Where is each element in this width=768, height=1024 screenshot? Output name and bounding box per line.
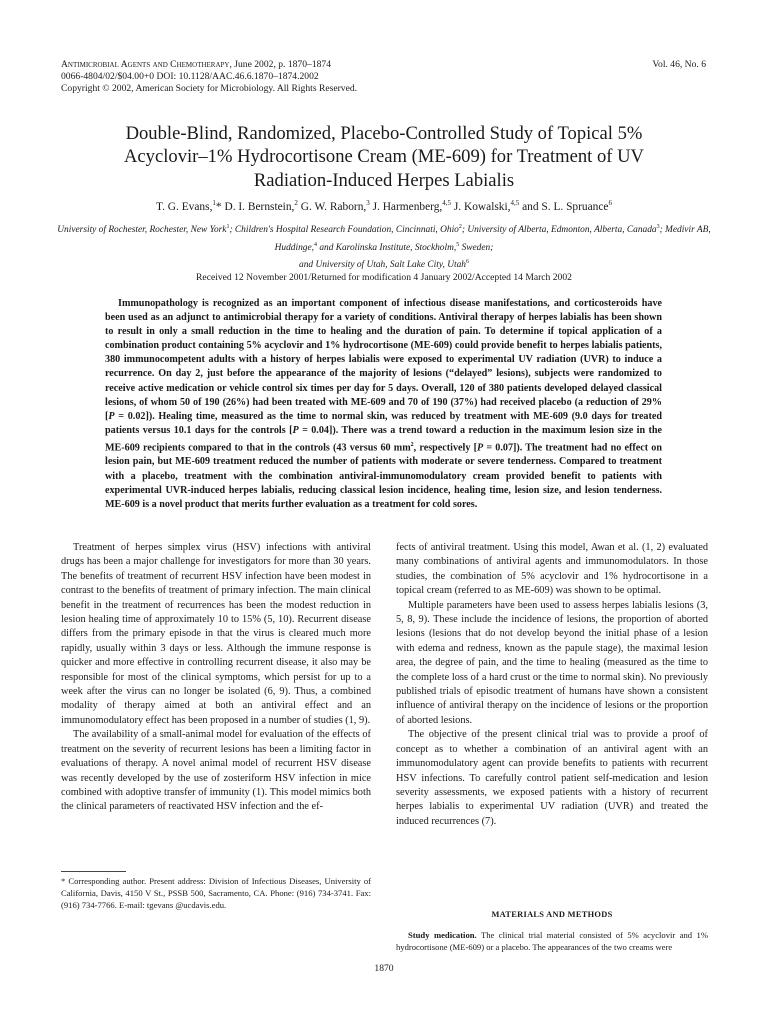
subsection-lead: Study medication.: [408, 930, 477, 940]
affiliation-text: ; Medivir AB, Huddinge,: [274, 225, 711, 253]
author-name: D. I. Bernstein,: [221, 200, 295, 213]
title-line: Double-Blind, Randomized, Placebo-Controlled Study of Topical 5%: [125, 123, 643, 144]
running-header: [61, 59, 706, 95]
p-value-symbol: P: [292, 424, 299, 436]
affiliation-text: and University of Utah, Salt Lake City, Utah: [299, 260, 466, 271]
citation-text: , June 2002, p. 1870–1874: [229, 59, 332, 70]
abstract: [105, 297, 662, 512]
affiliation-text: ; Children's Hospital Research Foundation, Cincinnati, Ohio: [229, 225, 459, 236]
affiliation-text: and Karolinska Institute, Stockholm,: [316, 242, 457, 253]
corresponding-author-footnote: * Corresponding author. Present address: Division of Infectious Diseases, University of California, Davis, 4150 V St., PSSB 500, Sacramento, CA. Phone: (916) 734-3741. Fax: (916) 734-7766. E-mail: tgevans @ucdavis.edu.: [61, 876, 371, 911]
issn-doi: 0066-4804/02/$04.00+0 DOI: 10.1128/AAC.46.6.1870–1874.2002: [61, 71, 319, 82]
affiliation-marker: 3: [366, 199, 370, 207]
affiliation-text: Sweden;: [459, 242, 494, 253]
methods-text: The clinical trial material consisted of 5% acyclovir and 1% hydrocortisone (ME-609) or a placebo. The appearances of the two creams were: [396, 930, 709, 953]
p-value-symbol: P: [108, 410, 115, 422]
p-value-symbol: P: [476, 442, 484, 454]
body-paragraph: Multiple parameters have been used to assess herpes labialis lesions (3, 5, 8, 9). These include the incidence of lesions, the proportion of aborted lesions (lesions that do not develop beyond the initial phase of a lesion with edema and redness, known as the papule stage), the maximal lesion area, the degree of pain, and the time to healing (measured as the time to the complete loss of a hard crust or the time to normal skin). No previously published trials of episodic treatment of humans have shown a consistent influence of antiviral therapy on the incidence of lesions or the proportion of aborted lesions.: [396, 599, 708, 726]
author-name: G. W. Raborn,: [297, 200, 367, 213]
affiliation-marker: 6: [465, 259, 469, 266]
volume-issue: Vol. 46, No. 6: [652, 59, 706, 70]
abstract-text: , respectively [: [413, 442, 477, 454]
author-list: [40, 196, 728, 214]
author-name: T. G. Evans,: [156, 200, 213, 213]
methods-paragraph: [396, 929, 708, 953]
received-dates: Received 12 November 2001/Returned for modification 4 January 2002/Accepted 14 March 2002: [196, 272, 572, 283]
journal-name: Antimicrobial Agents and Chemotherapy: [61, 59, 230, 70]
abstract-text: Immunopathology is recognized as an important component of infectious disease manifestations, and corticosteroids have been used as an adjunct to antimicrobial therapy for a variety of conditions. Antiviral therapy of herpes labialis has been shown to result in only a small reduction in the time to healing and the duration of pain. To determine if topical application of a combination product containing 5% acyclovir and 1% hydrocortisone (ME-609) could provide benefit to herpes labialis patients, 380 immunocompetent adults with a history of herpes labialis were exposed to experimental UV radiation (UVR) to induce a recurrence. On day 2, just before the appearance of the majority of lesions (“delayed” lesions), subjects were randomized to receive active medication or vehicle control six times per day for 5 days. Overall, 120 of 380 patients developed delayed classical lesions, of whom 50 of 190 (26%) had been treated with ME-609 and 70 of 190 (37%) had received placebo (a reduction of 29% [: [105, 298, 662, 422]
affiliation-marker: 1: [226, 224, 230, 230]
article-title: [40, 122, 728, 192]
body-paragraph: fects of antiviral treatment. Using this model, Awan et al. (1, 2) evaluated many combinations of antiviral agents and immunomodulators. In those studies, the combination of 5% acyclovir and 1% hydrocortisone in a topical cream (referred to as ME-609) was shown to be optimal.: [396, 542, 708, 597]
author-name: and S. L. Spruance: [519, 200, 609, 213]
title-line: Radiation-Induced Herpes Labialis: [253, 169, 515, 191]
superscript: 2: [410, 441, 414, 448]
affiliation-marker: 5: [456, 241, 460, 248]
body-column-left: [61, 541, 371, 815]
abstract-text: = 0.04]). There was a trend toward a reduction in the maximum lesion size in the ME-609 recipients compared to that in the controls (43 versus 60 mm: [105, 424, 662, 454]
corresponding-marker: *: [215, 200, 222, 213]
affiliation-marker: 4,5: [510, 199, 520, 207]
section-heading: MATERIALS AND METHODS: [491, 910, 613, 919]
abstract-text: = 0.02]). Healing time, measured as the time to normal skin, was reduced by treatment with ME-609 (9.0 days for treated patients versus 10.1 days for the controls [: [105, 410, 662, 436]
abstract-text: = 0.07]). The treatment had no effect on lesion pain, but ME-609 treatment reduced the number of patients with moderate or severe tenderness. Compared to treatment with a placebo, treatment with the combination antiviral-immunomodulatory cream provided benefit to patients with experimental UVR-induced herpes labialis, reducing classical lesion incidence, healing time, lesion size, and lesion tenderness. ME-609 is a novel product that merits further evaluation as a treatment for cold sores.: [105, 442, 662, 510]
copyright-line: Copyright © 2002, American Society for Microbiology. All Rights Reserved.: [61, 83, 358, 94]
title-line: Acyclovir–1% Hydrocortisone Cream (ME-609) for Treatment of UV: [124, 146, 644, 168]
header-journal-line: [61, 59, 706, 71]
body-column-right: [396, 541, 708, 829]
affiliation-text: ; University of Alberta, Edmonton, Alberta, Canada: [461, 225, 657, 236]
page-number: 1870: [374, 963, 394, 974]
header-citation-block: [61, 59, 706, 95]
body-paragraph: The objective of the present clinical trial was to provide a proof of concept as to whether a combination of an antiviral agent with an immunomodulatory agent can provide benefits to patients with recurrent HSV infections. To carefully control patient self-medication and lesion severity assessments, we exposed patients with a history of recurrent herpes labialis to experimental UV radiation (UVR) and treated the induced recurrences (7).: [396, 729, 708, 827]
footnote-rule: [61, 871, 126, 872]
affiliation-marker: 1: [212, 199, 216, 207]
body-paragraph: Treatment of herpes simplex virus (HSV) infections with antiviral drugs has been a major challenge for investigators for more than 30 years. The benefits of treatment of recurrent HSV infection have been modest in contrast to the benefits of treatment of primary infection. The main clinical benefit in the treatment of recurrences has been the modest reduction in lesion healing time of approximately 10 to 15% (5, 10). Recurrent disease differs from the primary episode in that the virus is cleared much more rapidly, usually within 3 days or less. Although the immune response is quicker and more effective in controlling recurrent disease, it also may be responsible for most of the clinical symptoms, which persist for up to a week after the virus can no longer be isolated (6, 9). Thus, a combined modality of therapy aimed at both an antiviral effect and an immunomodulatory effect has been proposed in a number of studies (1, 9).: [61, 542, 372, 726]
affiliation-text: University of Rochester, Rochester, New York: [57, 225, 227, 236]
affiliation-marker: 2: [458, 224, 462, 230]
affiliation-marker: 4: [313, 241, 317, 248]
author-name: J. Harmenberg,: [369, 200, 443, 213]
affiliations: [50, 220, 718, 273]
affiliation-marker: 6: [608, 199, 612, 207]
body-paragraph: The availability of a small-animal model for evaluation of the effects of treatment on the severity of recurrent lesions has been a limiting factor in evaluations of therapy. A novel animal model of recurrent HSV disease was recently developed by the use of zosteriform HSV infection in mice combined with adoptive transfer of immunity (1). This model mimics both the clinical parameters of reactivated HSV infection and the ef-: [61, 729, 371, 813]
affiliation-marker: 2: [294, 199, 298, 207]
author-name: J. Kowalski,: [451, 200, 511, 213]
affiliation-marker: 3: [656, 224, 660, 230]
affiliation-marker: 4,5: [442, 199, 452, 207]
